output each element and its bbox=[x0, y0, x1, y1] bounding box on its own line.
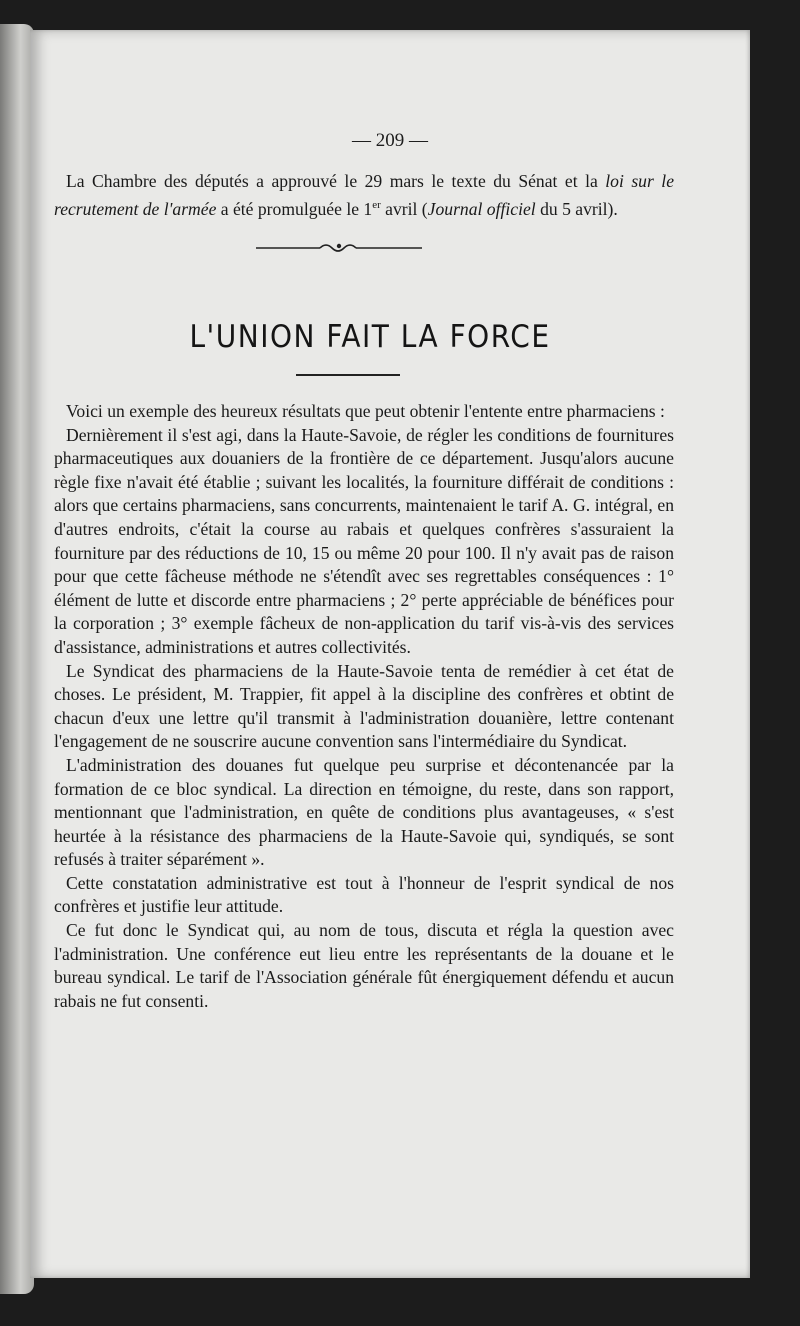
intro-italic-law: loi sur le recrutement de l'armée bbox=[54, 171, 674, 219]
previous-page-edge bbox=[0, 24, 34, 1294]
intro-superscript: er bbox=[372, 198, 381, 211]
page-number: — 209 — bbox=[352, 130, 428, 151]
paragraph: Cette constatation administrative est tout à l'honneur de l'esprit syndical de nos confrères et justifie leur attitude. bbox=[54, 872, 674, 917]
book-page bbox=[30, 30, 750, 1278]
paragraph: Voici un exemple des heureux résultats que peut obtenir l'entente entre pharmaciens : bbox=[66, 401, 665, 421]
paragraph: Dernièrement il s'est agi, dans la Haute-Savoie, de régler les conditions de fournitures pharmaceutiques aux douaniers de la frontière de ce département. Jusqu'alors aucune règle fixe n'avait été établie ; suivant les localités, la fourniture différait de conditions : alors que certains pharmaciens, sans concurrents, maintenaient le tarif A. G. intégral, en d'autres endroits, c'était la course au rabais et quelques confrères s'assuraient la fourniture par des réductions de 10, 15 ou même 20 pour 100. Il n'y avait pas de raison pour que cette fâcheuse méthode ne s'étendît avec ses regrettables conséquences : 1° élément de lutte et discorde entre pharmaciens ; 2° perte appréciable de bénéfices pour la corporation ; 3° exemple fâcheux de non-application du tarif vis-à-vis des services d'assistance, administrations et autres collectivités. bbox=[54, 424, 674, 657]
paragraph: Le Syndicat des pharmaciens de la Haute-Savoie tenta de remédier à cet état de choses. Le président, M. Trappier, fit appel à la discipline des confrères et obtint de chacun d'eux une lettre qu'il transmit à l'administration douanière, lettre contenant l'engagement de ne souscrire aucune convention sans l'intermédiaire du Syndicat. bbox=[54, 660, 674, 752]
section-title: L'UNION FAIT LA FORCE bbox=[189, 318, 551, 355]
paragraph: Ce fut donc le Syndicat qui, au nom de tous, discuta et régla la question avec l'administration. Une conférence eut lieu entre les représentants de la douane et le bureau syndical. Le tarif de l'Association générale fût énergiquement défendu et aucun rabais ne fut consenti. bbox=[54, 920, 674, 1011]
paragraph: L'administration des douanes fut quelque peu surprise et décontenancée par la formation de ce bloc syndical. La direction en témoigne, du reste, dans son rapport, mentionnant que l'administration, en quête de conditions plus avantageuses, « s'est heurtée à la résistance des pharmaciens de la Haute-Savoie qui, syndiqués, se sont refusés à traiter séparément ». bbox=[54, 754, 674, 870]
intro-text-3: avril ( bbox=[380, 198, 428, 219]
article-body bbox=[54, 370, 674, 1013]
ornament-divider-icon bbox=[256, 240, 422, 254]
intro-text-1: La Chambre des députés a approuvé le 29 mars le texte du Sénat et la bbox=[66, 171, 606, 191]
intro-paragraph bbox=[54, 170, 674, 221]
intro-italic-journal: Journal officiel bbox=[427, 198, 536, 219]
intro-text-4: du 5 avril). bbox=[535, 198, 618, 219]
intro-text-2: a été promulguée le 1 bbox=[216, 198, 373, 219]
